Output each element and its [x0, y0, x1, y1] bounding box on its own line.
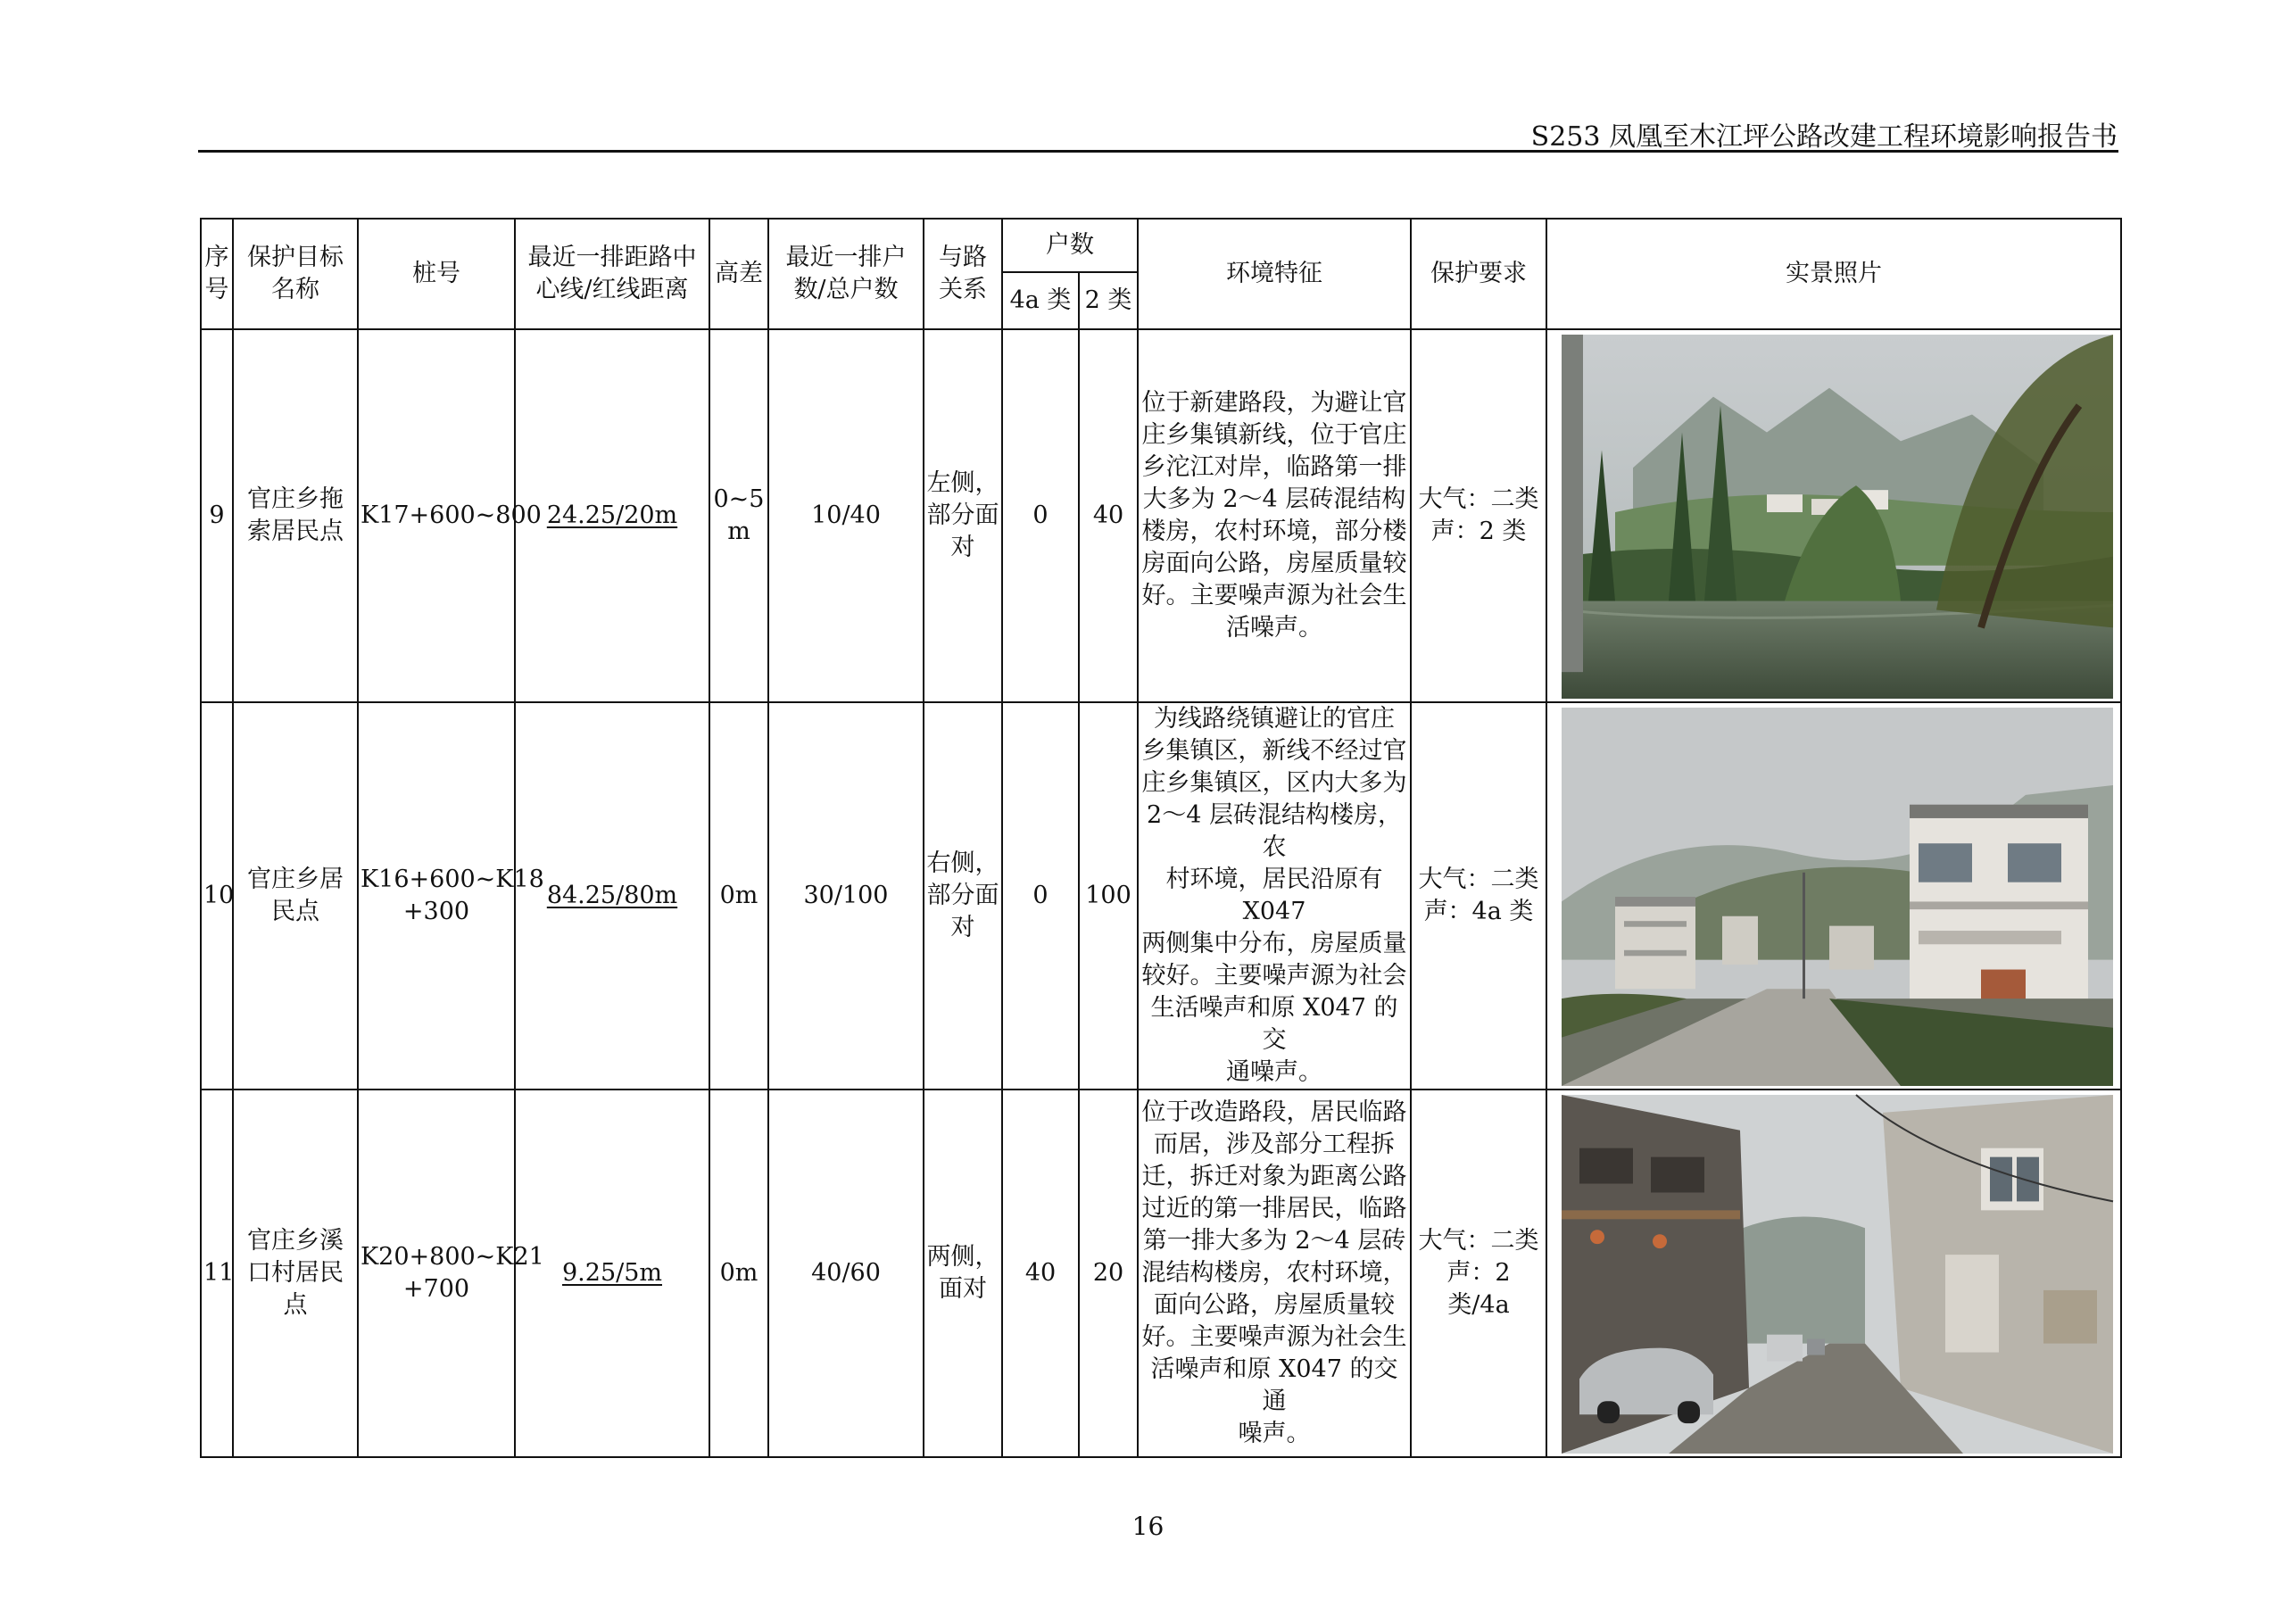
header-target-name: 保护目标 名称	[233, 219, 358, 329]
header-height: 高差	[709, 219, 768, 329]
header-protect: 保护要求	[1411, 219, 1546, 329]
row-count-2: 100	[1079, 702, 1138, 1090]
header-household-count: 户数	[1002, 219, 1138, 272]
header-relation: 与路 关系	[924, 219, 1002, 329]
row-distance: 9.25/5m	[515, 1090, 709, 1457]
row-count-2: 40	[1079, 329, 1138, 702]
header-count-2: 2 类	[1079, 272, 1138, 329]
row-target-name: 官庄乡溪 口村居民 点	[233, 1090, 358, 1457]
header-households: 最近一排户 数/总户数	[768, 219, 924, 329]
row-protect-requirement: 大气：二类 声：2 类	[1411, 329, 1546, 702]
row-count-2: 20	[1079, 1090, 1138, 1457]
row-seq: 10	[201, 702, 233, 1090]
row-target-name: 官庄乡居 民点	[233, 702, 358, 1090]
row-seq: 9	[201, 329, 233, 702]
row-env-description: 位于新建路段，为避让官 庄乡集镇新线，位于官庄 乡沱江对岸，临路第一排 大多为 2～4 层砖混结构 楼房，农村环境，部分楼 房面向公路，房屋质量较 好。主要噪声源为社会生 活噪声。	[1138, 329, 1411, 702]
row-relation: 左侧， 部分面 对	[924, 329, 1002, 702]
table-row	[201, 702, 2121, 1090]
header-rule	[198, 150, 2118, 153]
header-seq: 序 号	[201, 219, 233, 329]
row-stake: K16+600~K18 +300	[358, 702, 515, 1090]
row-photo-cell	[1546, 702, 2121, 1090]
row-target-name: 官庄乡拖 索居民点	[233, 329, 358, 702]
row-protect-requirement: 大气：二类 声：2 类/4a	[1411, 1090, 1546, 1457]
header-distance: 最近一排距路中 心线/红线距离	[515, 219, 709, 329]
row-households: 30/100	[768, 702, 924, 1090]
document-header-title: S253 凤凰至木江坪公路改建工程环境影响报告书	[1530, 121, 2118, 153]
header-count-4a: 4a 类	[1002, 272, 1079, 329]
row-count-4a: 40	[1002, 1090, 1079, 1457]
row-count-4a: 0	[1002, 329, 1079, 702]
row-protect-requirement: 大气：二类 声：4a 类	[1411, 702, 1546, 1090]
village-street-photo	[1562, 1095, 2113, 1454]
town-road-photo	[1562, 708, 2113, 1086]
row-households: 40/60	[768, 1090, 924, 1457]
table-row	[201, 329, 2121, 702]
row-photo-cell	[1546, 1090, 2121, 1457]
row-stake: K20+800~K21 +700	[358, 1090, 515, 1457]
row-count-4a: 0	[1002, 702, 1079, 1090]
page-number: 16	[1131, 1512, 1165, 1541]
row-relation: 两侧， 面对	[924, 1090, 1002, 1457]
table-header-row	[201, 219, 2121, 272]
row-distance: 24.25/20m	[515, 329, 709, 702]
row-seq: 11	[201, 1090, 233, 1457]
row-stake: K17+600~800	[358, 329, 515, 702]
header-stake: 桩号	[358, 219, 515, 329]
row-height: 0~5 m	[709, 329, 768, 702]
header-env: 环境特征	[1138, 219, 1411, 329]
row-height: 0m	[709, 702, 768, 1090]
header-photo: 实景照片	[1546, 219, 2121, 329]
river-village-photo	[1562, 335, 2113, 699]
row-env-description: 为线路绕镇避让的官庄 乡集镇区，新线不经过官 庄乡集镇区，区内大多为 2～4 层砖混结构楼房，农 村环境，居民沿原有 X047 两侧集中分布，房屋质量 较好。主要噪声源为社会 生活噪声和原 X047 的交 通噪声。	[1138, 702, 1411, 1090]
row-env-description: 位于改造路段，居民临路 而居，涉及部分工程拆 迁，拆迁对象为距离公路 过近的第一排居民，临路 第一排大多为 2～4 层砖 混结构楼房，农村环境， 面向公路，房屋质量较 好。主要噪声源为社会生 活噪声和原 X047 的交通 噪声。	[1138, 1090, 1411, 1457]
table-row	[201, 1090, 2121, 1457]
row-households: 10/40	[768, 329, 924, 702]
row-height: 0m	[709, 1090, 768, 1457]
protection-target-table	[200, 218, 2122, 1458]
row-photo-cell	[1546, 329, 2121, 702]
row-distance: 84.25/80m	[515, 702, 709, 1090]
row-relation: 右侧， 部分面 对	[924, 702, 1002, 1090]
